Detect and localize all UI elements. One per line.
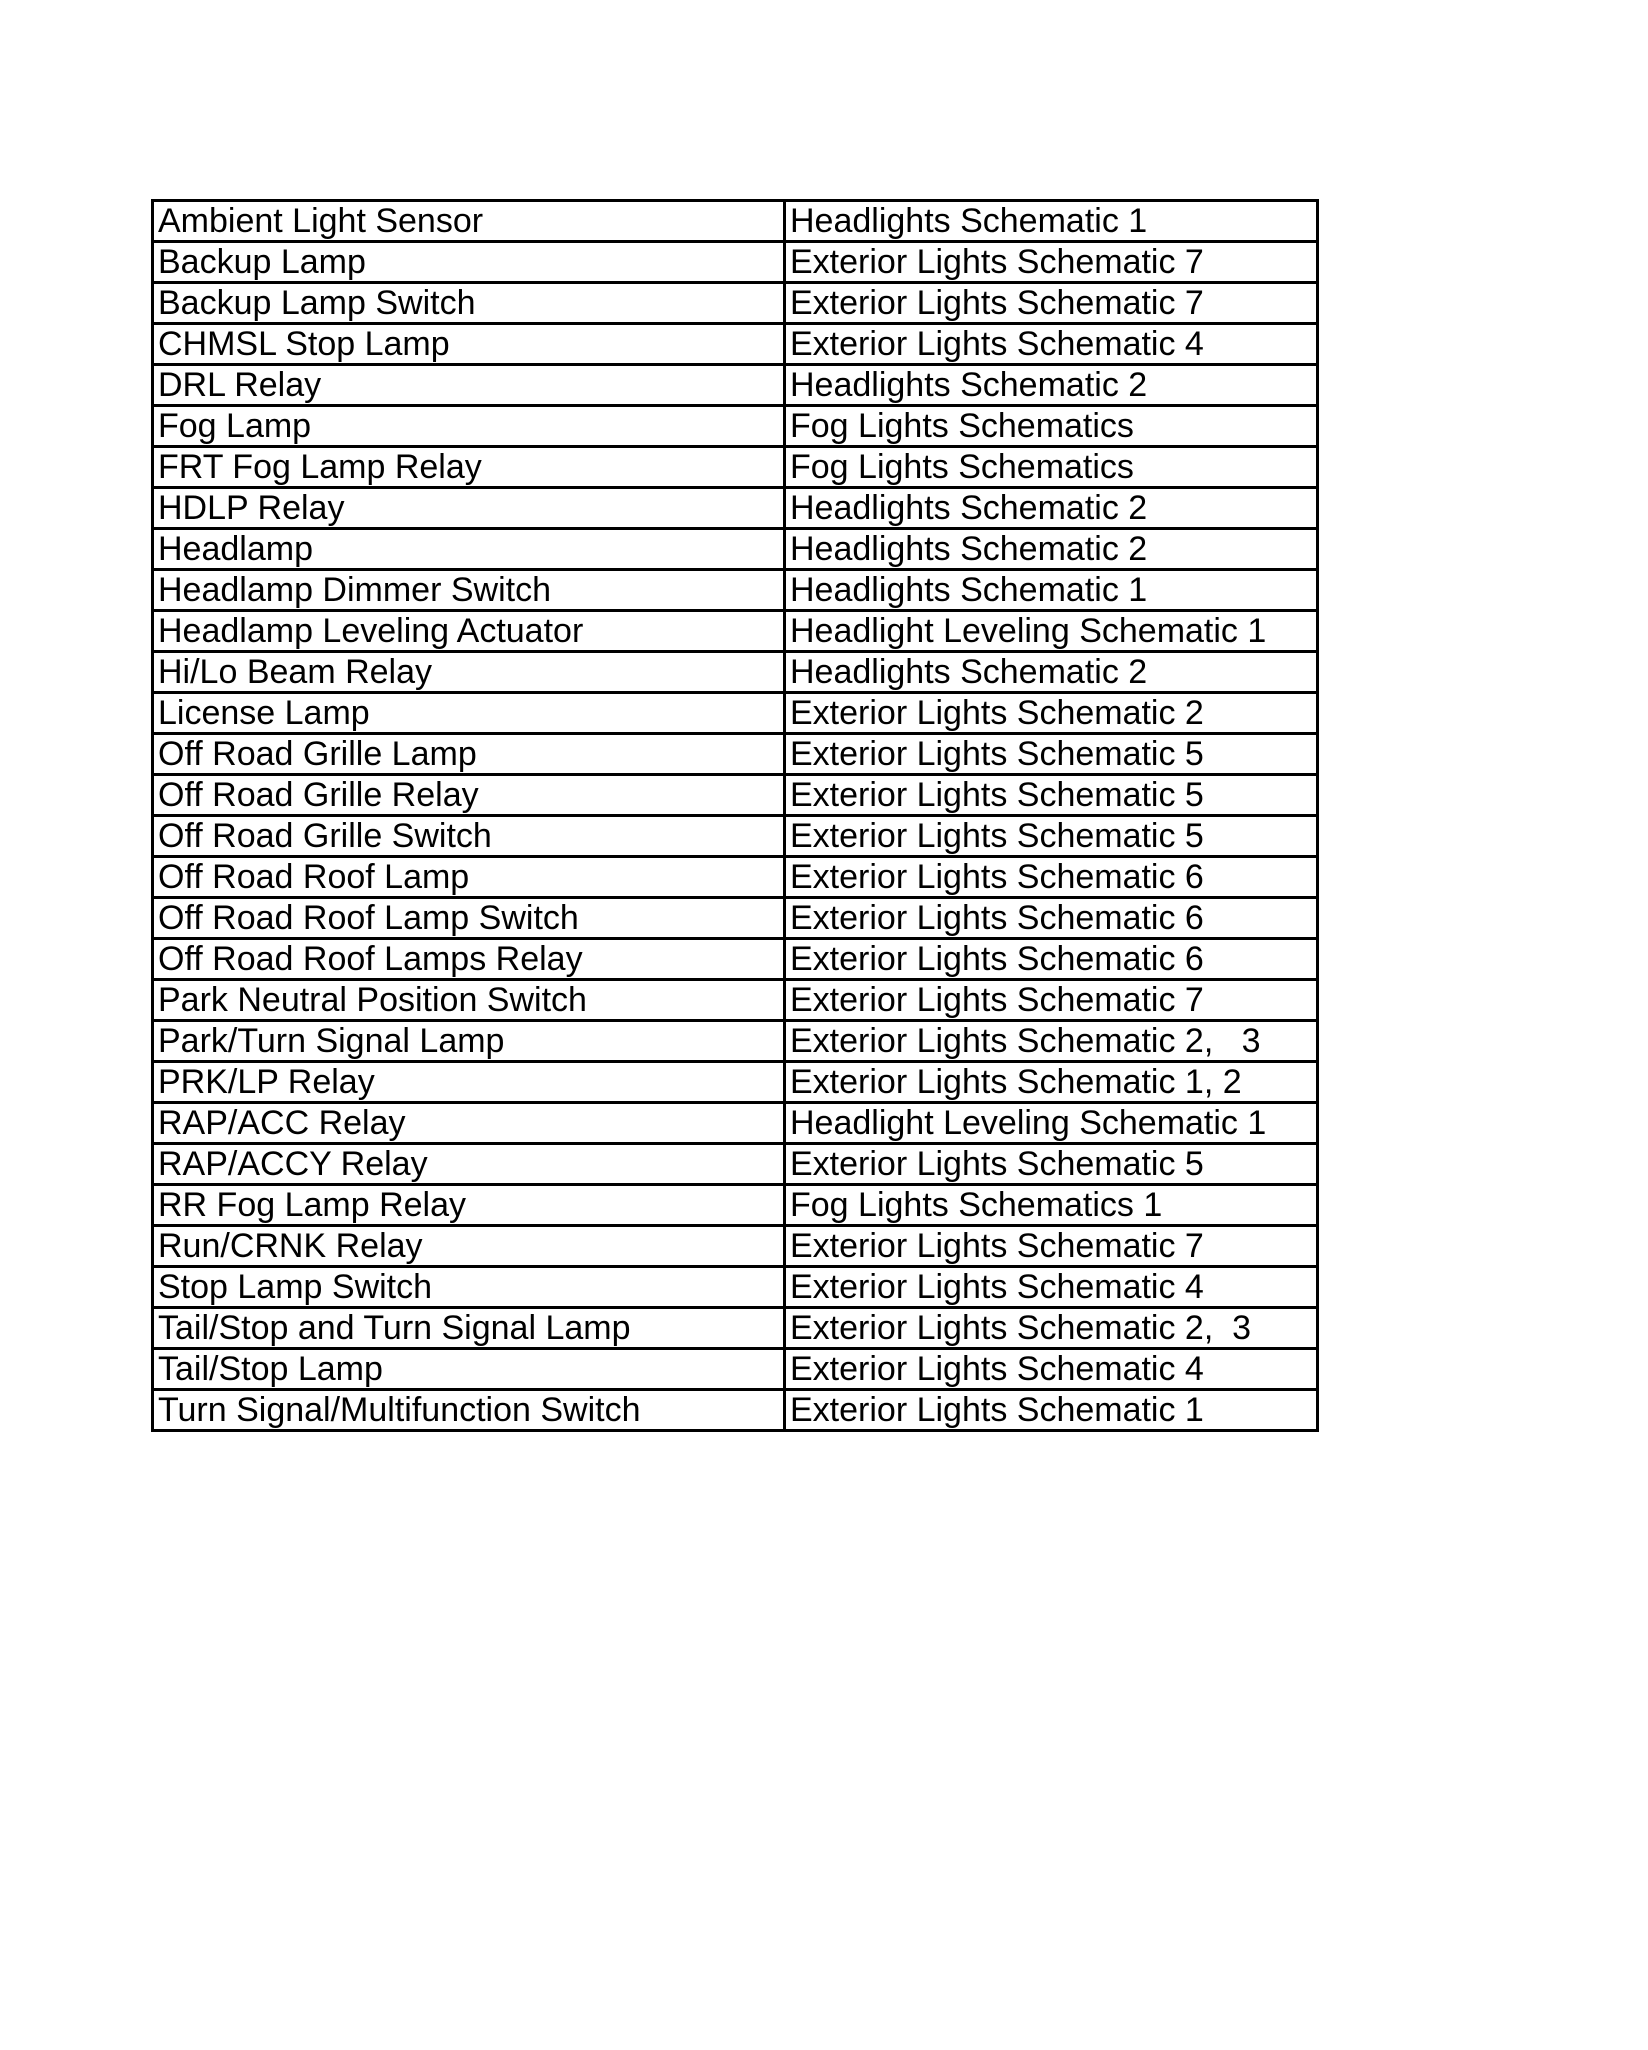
component-cell: Off Road Grille Relay (153, 775, 785, 816)
component-cell: Headlamp Leveling Actuator (153, 611, 785, 652)
table-row (153, 1226, 1318, 1267)
schematic-cell: Headlights Schematic 2 (785, 488, 1318, 529)
schematic-cell: Headlight Leveling Schematic 1 (785, 1103, 1318, 1144)
schematic-cell: Exterior Lights Schematic 4 (785, 1349, 1318, 1390)
schematic-cell: Headlights Schematic 2 (785, 529, 1318, 570)
table-row (153, 529, 1318, 570)
table-row (153, 201, 1318, 242)
schematic-cell: Exterior Lights Schematic 1 (785, 1390, 1318, 1431)
table-row (153, 857, 1318, 898)
component-cell: Park Neutral Position Switch (153, 980, 785, 1021)
schematic-cell: Fog Lights Schematics 1 (785, 1185, 1318, 1226)
component-schematic-table (151, 199, 1319, 1432)
component-cell: RR Fog Lamp Relay (153, 1185, 785, 1226)
component-cell: FRT Fog Lamp Relay (153, 447, 785, 488)
component-cell: Hi/Lo Beam Relay (153, 652, 785, 693)
schematic-cell: Headlights Schematic 1 (785, 201, 1318, 242)
table-row (153, 775, 1318, 816)
table-row (153, 1021, 1318, 1062)
component-cell: CHMSL Stop Lamp (153, 324, 785, 365)
table-row (153, 734, 1318, 775)
component-cell: RAP/ACC Relay (153, 1103, 785, 1144)
component-cell: Off Road Grille Switch (153, 816, 785, 857)
table-row (153, 939, 1318, 980)
component-cell: Off Road Roof Lamp Switch (153, 898, 785, 939)
schematic-cell: Exterior Lights Schematic 6 (785, 939, 1318, 980)
component-cell: Tail/Stop Lamp (153, 1349, 785, 1390)
table-row (153, 980, 1318, 1021)
schematic-cell: Exterior Lights Schematic 7 (785, 980, 1318, 1021)
component-cell: Off Road Roof Lamps Relay (153, 939, 785, 980)
table-row (153, 570, 1318, 611)
table-row (153, 365, 1318, 406)
table-row (153, 1103, 1318, 1144)
table-row (153, 1185, 1318, 1226)
schematic-cell: Exterior Lights Schematic 5 (785, 734, 1318, 775)
schematic-cell: Exterior Lights Schematic 4 (785, 1267, 1318, 1308)
schematic-cell: Headlights Schematic 1 (785, 570, 1318, 611)
component-cell: PRK/LP Relay (153, 1062, 785, 1103)
table-row (153, 898, 1318, 939)
table-row (153, 283, 1318, 324)
component-cell: Fog Lamp (153, 406, 785, 447)
component-cell: Tail/Stop and Turn Signal Lamp (153, 1308, 785, 1349)
table-row (153, 1349, 1318, 1390)
schematic-cell: Headlights Schematic 2 (785, 652, 1318, 693)
component-cell: Run/CRNK Relay (153, 1226, 785, 1267)
table-row (153, 406, 1318, 447)
component-cell: Turn Signal/Multifunction Switch (153, 1390, 785, 1431)
component-cell: DRL Relay (153, 365, 785, 406)
schematic-cell: Exterior Lights Schematic 5 (785, 1144, 1318, 1185)
schematic-cell: Exterior Lights Schematic 4 (785, 324, 1318, 365)
component-cell: Headlamp Dimmer Switch (153, 570, 785, 611)
schematic-cell: Exterior Lights Schematic 7 (785, 242, 1318, 283)
component-cell: Park/Turn Signal Lamp (153, 1021, 785, 1062)
schematic-cell: Exterior Lights Schematic 7 (785, 1226, 1318, 1267)
table-row (153, 324, 1318, 365)
schematic-cell: Exterior Lights Schematic 5 (785, 816, 1318, 857)
table-row (153, 1062, 1318, 1103)
table-row (153, 488, 1318, 529)
component-cell: Backup Lamp (153, 242, 785, 283)
table-row (153, 1308, 1318, 1349)
table-body (153, 201, 1318, 1431)
table-row (153, 652, 1318, 693)
component-cell: Stop Lamp Switch (153, 1267, 785, 1308)
schematic-cell: Exterior Lights Schematic 7 (785, 283, 1318, 324)
component-cell: Backup Lamp Switch (153, 283, 785, 324)
component-cell: Off Road Grille Lamp (153, 734, 785, 775)
component-cell: Ambient Light Sensor (153, 201, 785, 242)
component-cell: RAP/ACCY Relay (153, 1144, 785, 1185)
table-row (153, 1390, 1318, 1431)
table-row (153, 447, 1318, 488)
schematic-cell: Fog Lights Schematics (785, 447, 1318, 488)
schematic-cell: Exterior Lights Schematic 6 (785, 857, 1318, 898)
schematic-cell: Headlight Leveling Schematic 1 (785, 611, 1318, 652)
schematic-cell: Exterior Lights Schematic 5 (785, 775, 1318, 816)
schematic-cell: Exterior Lights Schematic 6 (785, 898, 1318, 939)
component-cell: License Lamp (153, 693, 785, 734)
schematic-cell: Headlights Schematic 2 (785, 365, 1318, 406)
table-row (153, 816, 1318, 857)
table-row (153, 693, 1318, 734)
schematic-cell: Exterior Lights Schematic 2 (785, 693, 1318, 734)
schematic-cell: Fog Lights Schematics (785, 406, 1318, 447)
component-cell: Headlamp (153, 529, 785, 570)
table-row (153, 242, 1318, 283)
schematic-cell: Exterior Lights Schematic 1, 2 (785, 1062, 1318, 1103)
component-cell: Off Road Roof Lamp (153, 857, 785, 898)
table-row (153, 1144, 1318, 1185)
component-cell: HDLP Relay (153, 488, 785, 529)
table-row (153, 611, 1318, 652)
table-row (153, 1267, 1318, 1308)
schematic-cell: Exterior Lights Schematic 2, 3 (785, 1021, 1318, 1062)
schematic-cell: Exterior Lights Schematic 2, 3 (785, 1308, 1318, 1349)
